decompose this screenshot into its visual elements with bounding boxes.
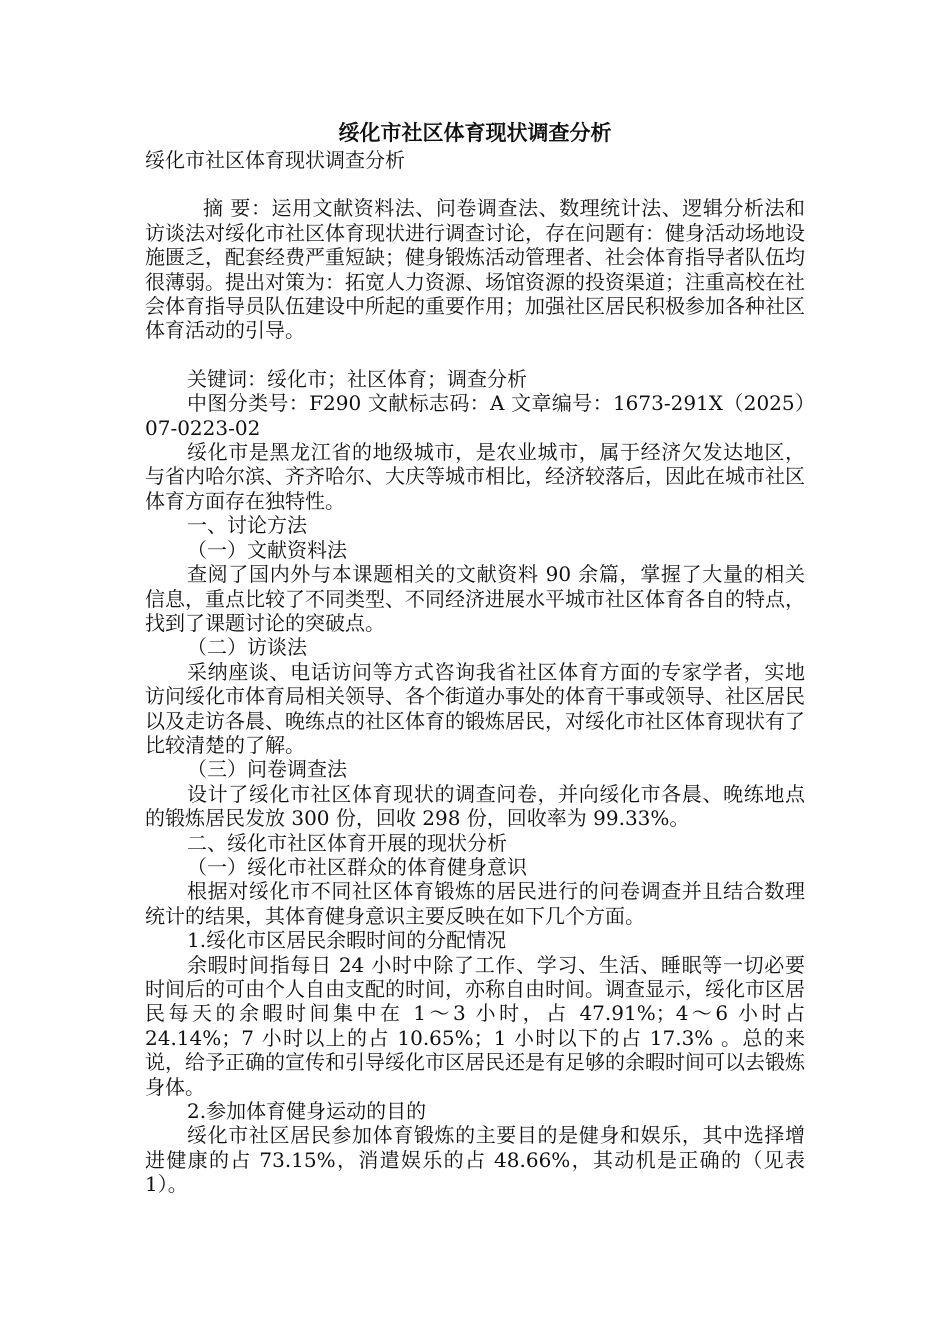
subsection-heading-awareness: （一）绥化市社区群众的体育健身意识 [187,854,527,879]
subsection-heading-interview: （二）访谈法 [187,635,307,660]
item-heading-purpose: 2.参加体育健身运动的目的 [187,1099,427,1124]
interview-paragraph: 采纳座谈、电话访问等方式咨询我省社区体育方面的专家学者，实地访问绥化市体育局相关领导、各个街道办事处的体育干事或领导、社区居民以及走访各晨、晚练点的社区体育的锻炼居民，对绥化市社区体育现状有了比较清楚的了解。 [145,659,805,757]
literature-paragraph: 查阅了国内外与本课题相关的文献资料 90 余篇，掌握了大量的相关信息，重点比较了不同类型、不同经济进展水平城市社区体育各自的特点，找到了课题讨论的突破点。 [145,562,805,635]
subsection-heading-literature: （一）文献资料法 [187,537,347,562]
section-heading-methods: 一、讨论方法 [187,513,307,538]
purpose-paragraph: 绥化市社区居民参加体育锻炼的主要目的是健身和娱乐，其中选择增进健康的占 73.15%，消遣娱乐的占 48.66%，其动机是正确的（见表 1）。 [145,1123,805,1197]
intro-paragraph: 绥化市是黑龙江省的地级城市，是农业城市，属于经济欠发达地区，与省内哈尔滨、齐齐哈尔、大庆等城市相比，经济较落后，因此在城市社区体育方面存在独特性。 [145,440,805,513]
classification-line: 中图分类号：F290 文献标志码：A 文章编号：1673-291X（2025）07-0223-02 [145,391,805,440]
subsection-heading-questionnaire: （三）问卷调查法 [187,757,347,782]
awareness-paragraph: 根据对绥化市不同社区体育锻炼的居民进行的问卷调查并且结合数理统计的结果，其体育健身意识主要反映在如下几个方面。 [145,879,805,928]
section-heading-status: 二、绥化市社区体育开展的现状分析 [187,830,507,855]
abstract-paragraph: 摘 要：运用文献资料法、问卷调查法、数理统计法、逻辑分析法和访谈法对绥化市社区体育现状进行调查讨论，存在问题有：健身活动场地设施匮乏，配套经费严重短缺；健身锻炼活动管理者、社会体育指导者队伍均很薄弱。提出对策为：拓宽人力资源、场馆资源的投资渠道；注重高校在社会体育指导员队伍建设中所起的重要作用；加强社区居民积极参加各种社区体育活动的引导。 [145,196,805,343]
document-title: 绥化市社区体育现状调查分析 [338,120,612,145]
leisure-time-paragraph: 余暇时间指每日 24 小时中除了工作、学习、生活、睡眠等一切必要时间后的可由个人自由支配的时间，亦称自由时间。调查显示，绥化市区居民每天的余暇时间集中在 1～3 小时，占 47.91%；4～6 小时占 24.14%；7 小时以上的占 10.65%；1 小时以下的占 17.3% 。总的来说，给予正确的宣传和引导绥化市区居民还是有足够的余暇时间可以去锻炼身体。 [145,952,805,1099]
spacer [145,343,805,367]
document-subtitle: 绥化市社区体育现状调查分析 [145,148,405,172]
questionnaire-paragraph: 设计了绥化市社区体育现状的调查问卷，并向绥化市各晨、晚练地点的锻炼居民发放 300 份，回收 298 份，回收率为 99.33%。 [145,781,805,831]
item-heading-leisure-time: 1.绥化市区居民余暇时间的分配情况 [187,928,507,953]
keywords-line: 关键词：绥化市；社区体育；调查分析 [187,366,527,391]
spacer [145,172,805,196]
document-page [145,118,805,1197]
